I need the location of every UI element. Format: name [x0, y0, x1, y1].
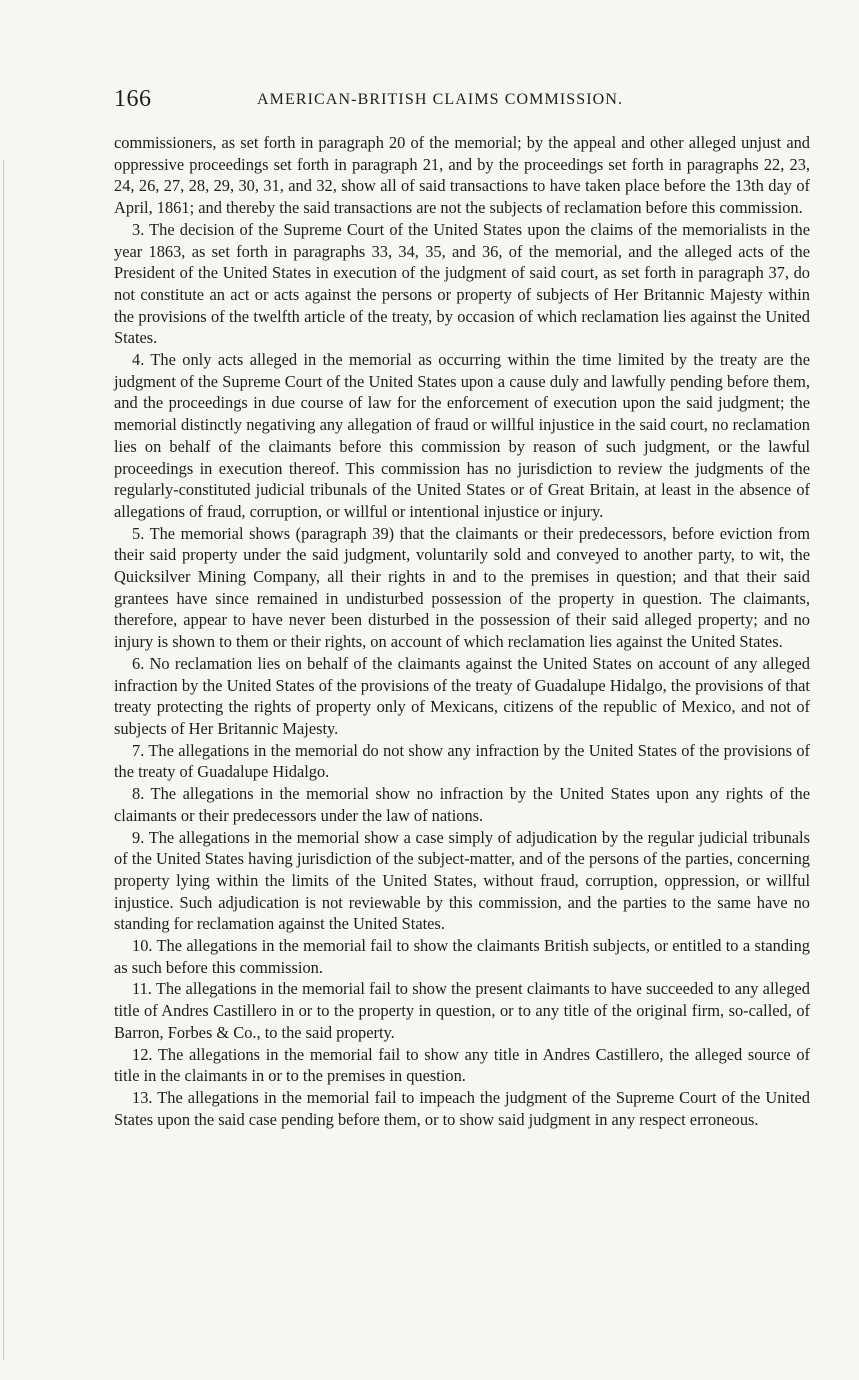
running-title: AMERICAN-BRITISH CLAIMS COMMISSION. [257, 91, 624, 108]
page-header [114, 86, 814, 116]
page-edge-line [3, 160, 4, 1360]
paragraph-6: 6. No reclamation lies on behalf of the claimants against the United States on account of any alleged infraction by the United States of the provisions of the treaty of Guadalupe Hidalgo, the provisions of that treaty protecting the rights of property only of Mexicans, citizens of the republic of Mexico, and not of subjects of Her Britannic Majesty. [114, 653, 810, 738]
paragraph-10: 10. The allegations in the memorial fail to show the claimants British subjects, or entitled to a standing as such before this commission. [114, 936, 810, 977]
paragraph-11: 11. The allegations in the memorial fail to show the present claimants to have succeeded to any alleged title of Andres Castillero in or to the property in question, or to any title of the original firm, so-called, of Barron, Forbes & Co., to the said property. [114, 979, 810, 1042]
paragraph-7: 7. The allegations in the memorial do not show any infraction by the United States of the provisions of the treaty of Guadalupe Hidalgo. [114, 740, 810, 782]
paragraph-3: 3. The decision of the Supreme Court of the United States upon the claims of the memorialists in the year 1863, as set forth in paragraphs 33, 34, 35, and 36, of the memorial, and the alleged acts of the President of the United States in execution of the judgment of said court, as set forth in paragraph 37, do not constitute an act or acts against the persons or property of subjects of Her Britannic Majesty within the provisions of the twelfth article of the treaty, by occasion of which reclamation lies against the United States. [114, 219, 810, 348]
paragraph-4: 4. The only acts alleged in the memorial as occurring within the time limited by the treaty are the judgment of the Supreme Court of the United States upon a cause duly and lawfully pending before them, and the proceedings in due course of law for the enforcement of execution upon the said judgment; the memorial distinctly negativing any allegation of fraud or willful injustice in the said court, no reclamation lies on behalf of the claimants before this commission by reason of such judgment, or the lawful proceedings in execution thereof. This commission has no jurisdiction to review the judgments of the regularly-constituted judicial tribunals of the United States or of Great Britain, at least in the absence of allegations of fraud, corruption, or willful or intentional injustice or injury. [114, 350, 810, 521]
page-number: 166 [114, 86, 152, 112]
paragraph-12: 12. The allegations in the memorial fail to show any title in Andres Castillero, the alleged source of title in the claimants in or to the premises in question. [114, 1044, 810, 1086]
paragraph-13: 13. The allegations in the memorial fail to impeach the judgment of the Supreme Court of the United States upon the said case pending before them, or to show said judgment in any respect erroneous. [114, 1087, 810, 1129]
paragraph-9: 9. The allegations in the memorial show a case simply of adjudication by the regular judicial tribunals of the United States having jurisdiction of the subject-matter, and of the persons of the parties, concerning property lying within the limits of the United States, without fraud, corruption, oppression, or willful injustice. Such adjudication is not reviewable by this commission, and the parties to the same have no standing for reclamation against the United States. [114, 827, 810, 934]
paragraph-8: 8. The allegations in the memorial show no infraction by the United States upon any rights of the claimants or their predecessors under the law of nations. [114, 784, 810, 825]
body-text [114, 132, 810, 1130]
paragraph-continuation: commissioners, as set forth in paragraph 20 of the memorial; by the appeal and other alleged unjust and oppressive proceedings set forth in paragraph 21, and by the proceedings set forth in paragraphs 22, 23, 24, 26, 27, 28, 29, 30, 31, and 32, show all of said transactions to have taken place before the 13th day of April, 1861; and thereby the said transactions are not the subjects of reclamation before this commission. [114, 133, 810, 218]
paragraph-5: 5. The memorial shows (paragraph 39) that the claimants or their predecessors, before eviction from their said property under the said judgment, voluntarily sold and conveyed to another party, to wit, the Quicksilver Mining Company, all their rights in and to the premises in question; and that their said grantees have since remained in undisturbed possession of the property in question. The claimants, therefore, appear to have never been disturbed in the possession of their said alleged property; and no injury is shown to them or their rights, on account of which reclamation lies against the United States. [114, 523, 810, 652]
